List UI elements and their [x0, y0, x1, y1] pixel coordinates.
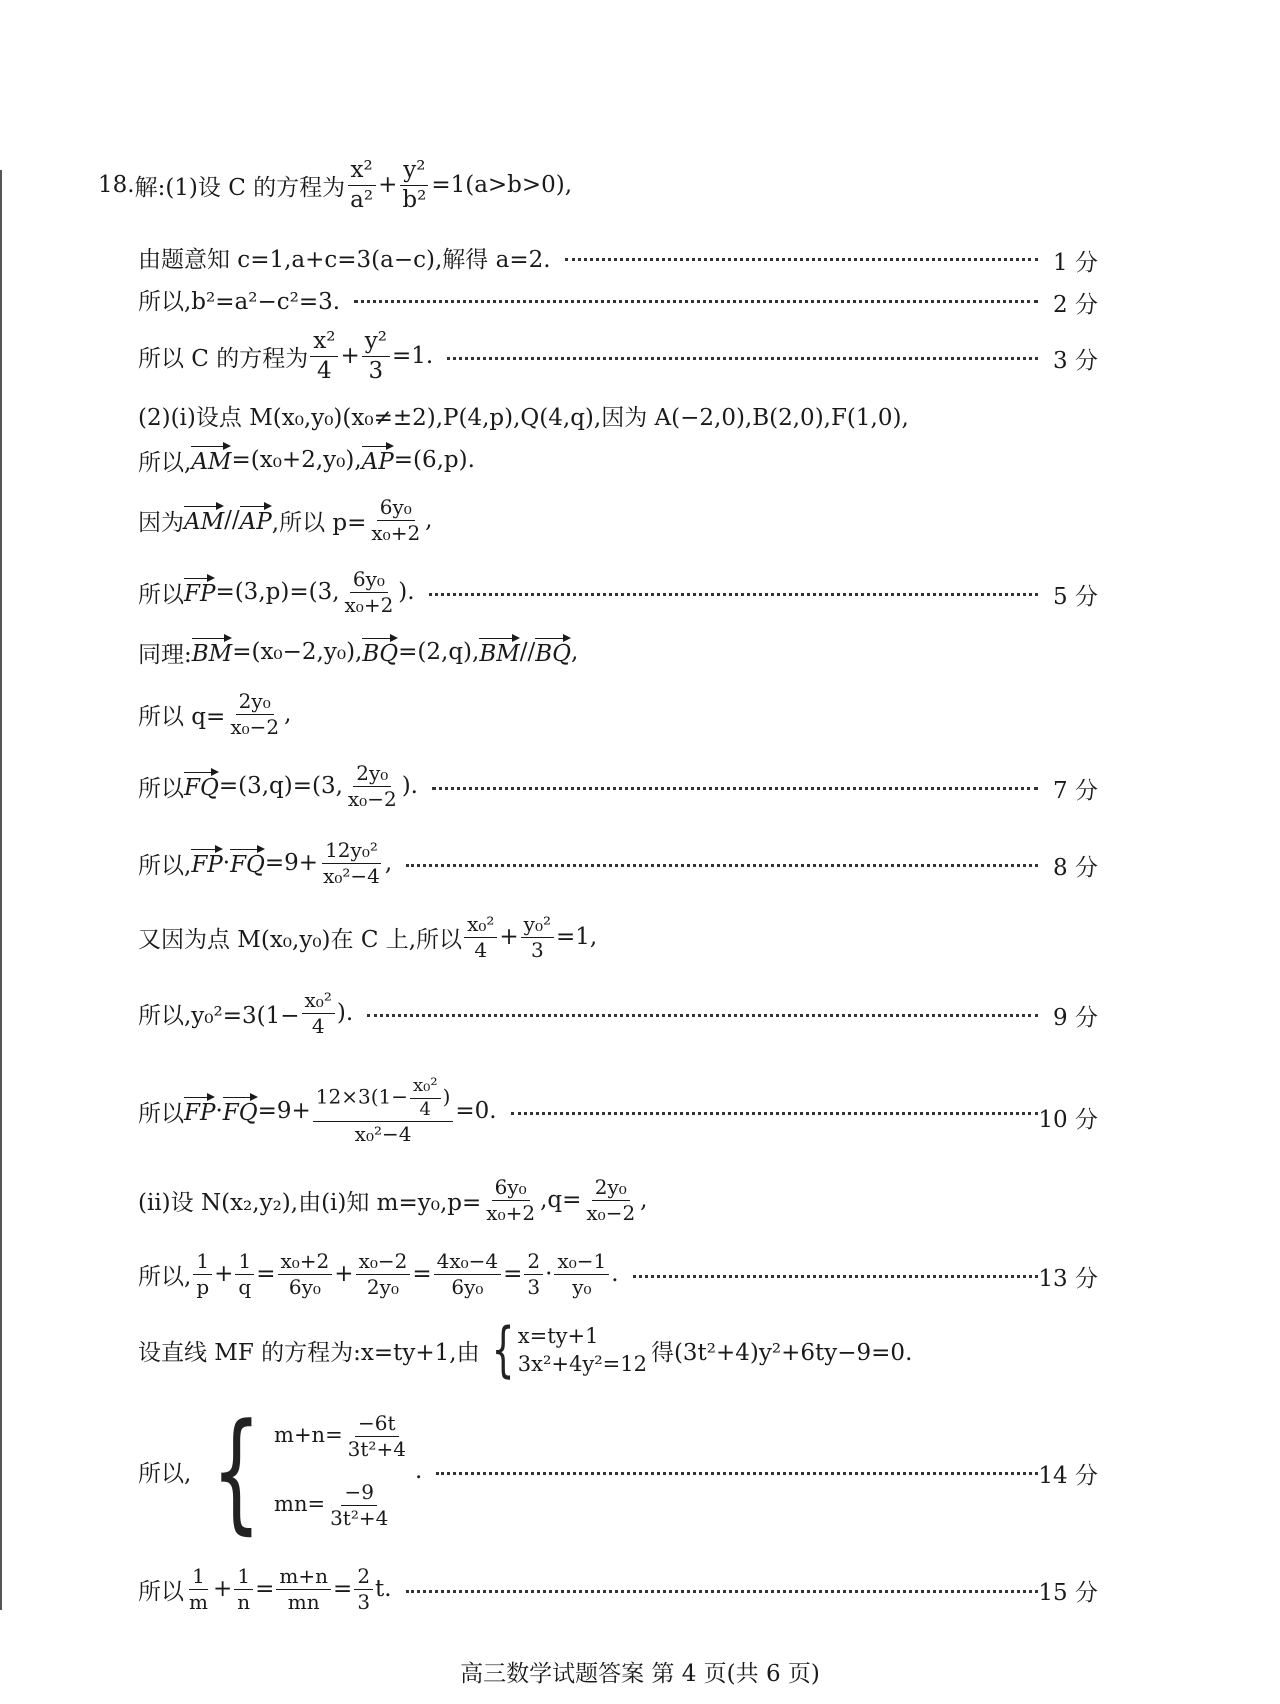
vector-AM: AM [191, 445, 231, 475]
dot-leader [406, 1590, 1038, 1593]
frac-2-3: $\frac{2}{3}$ [524, 1250, 543, 1299]
step-content: 又因为点 M(x₀,y₀)在 C 上,所以 $\frac{\text{x₀²}}{4}$ + $\frac{\text{y₀²}}{3}$ =1, [138, 911, 598, 962]
frac-1-p: $\frac{1}{p}$ [193, 1250, 212, 1299]
line-similarly [138, 632, 1052, 672]
frac-product: $\frac{-9}{\text{3t²+4}}$ [330, 1480, 389, 1530]
step-content: 所以 $\frac{1}{m}$ + $\frac{1}{n}$ = $\frac{m+n}{mn}$ = $\frac{2}{3}$ t. [138, 1563, 392, 1614]
frac-1-q: $\frac{1}{q}$ [235, 1250, 254, 1299]
frac-y2-3: $\frac{\text{y²}}{3}$ [362, 328, 390, 384]
score-label: 7 分 [1053, 778, 1098, 804]
vector-BQ: BQ [362, 637, 398, 667]
line-part2-ii [138, 1168, 1052, 1232]
score-label: 8 分 [1053, 855, 1098, 881]
frac-y2-b2: $\frac{\text{y²}}{\text{b²}}$ [399, 157, 429, 213]
frac-dot-product: $\frac{\text{12y₀²}}{\text{x₀²−4}}$ [323, 837, 380, 888]
vector-FP: FP [184, 577, 215, 607]
line-step-3 [138, 328, 1052, 384]
vector-FQ: FQ [223, 1096, 258, 1126]
frac-x0sq-4: $\frac{\text{x₀²}}{4}$ [410, 1076, 441, 1120]
frac-2-3: $\frac{2}{3}$ [354, 1565, 373, 1614]
step-content: 所以, { m+n= $\frac{-6t}{\text{3t²+4}}$ mn= $\frac{-9}{\text{3t²+4}}$ . [138, 1395, 423, 1547]
vector-FQ: FQ [184, 771, 219, 801]
frac-x0sq-4: $\frac{\text{x₀²}}{4}$ [464, 913, 497, 962]
line-step-1 [138, 240, 1052, 274]
score-label: 15 分 [1038, 1580, 1098, 1606]
score-label: 13 分 [1038, 1266, 1098, 1292]
dot-leader [354, 300, 1038, 303]
frac-p: $\frac{\text{6y₀}}{\text{x₀+2}}$ [344, 566, 394, 617]
step-content: 所以 FP =(3,p)=(3, $\frac{\text{6y₀}}{\text{x₀+2}}$ ). [138, 566, 415, 617]
step-content: 所以 C 的方程为 $\frac{\text{x²}}{4}$ + $\frac{\text{y²}}{3}$ =1. [138, 328, 434, 384]
step-content: 所以, $\frac{1}{p}$ + $\frac{1}{q}$ = $\frac{\text{x₀+2}}{\text{6y₀}}$ + $\frac{\text{x₀−2}}{\text{2y₀}}$ = $\frac{\text{4x₀−4}}{\text{6y₀}}$ = $\frac{2}{3}$ · $\frac{\text{x₀−1}}{\text{y₀}}$ . [138, 1248, 619, 1299]
score-label: 2 分 [1053, 292, 1098, 318]
vector-AM: AM [184, 505, 224, 535]
line-point-on-ellipse [138, 904, 1052, 970]
line-vieta [138, 1396, 1052, 1546]
frac-y0sq-3: $\frac{\text{y₀²}}{3}$ [521, 913, 554, 962]
line-final [138, 1556, 1052, 1622]
line-parallel-p [138, 488, 1052, 552]
frac-p: $\frac{\text{6y₀}}{\text{x₀+2}}$ [371, 494, 421, 545]
line-problem-intro [98, 157, 1052, 213]
frac-d: $\frac{\text{x₀−1}}{\text{y₀}}$ [554, 1250, 609, 1299]
frac-q: $\frac{\text{2y₀}}{\text{x₀−2}}$ [586, 1174, 636, 1225]
frac-x2-4: $\frac{\text{x²}}{4}$ [310, 328, 338, 384]
line-line-mf [138, 1312, 1052, 1388]
left-edge-line [0, 170, 2, 1610]
vector-AP: AP [362, 445, 394, 475]
step-text: 由题意知 c=1,a+c=3(a−c),解得 a=2. [138, 246, 551, 273]
score-label: 3 分 [1053, 348, 1098, 374]
frac-1-m: $\frac{1}{m}$ [189, 1563, 208, 1614]
vector-FQ: FQ [230, 848, 265, 878]
frac-q: $\frac{\text{2y₀}}{\text{x₀−2}}$ [230, 688, 280, 739]
step-content: 所以 q= $\frac{\text{2y₀}}{\text{x₀−2}}$ , [138, 688, 292, 739]
line-vector-fq [138, 754, 1052, 818]
step-content: 同理: BM =(x₀−2,y₀), BQ =(2,q), BM // BQ , [138, 639, 579, 668]
step-content: 所以, AM =(x₀+2,y₀), AP =(6,p). [138, 447, 475, 476]
dot-leader [436, 1472, 1038, 1475]
step-text: 所以,b²=a²−c²=3. [138, 288, 341, 315]
score-label: 14 分 [1038, 1463, 1098, 1489]
step-content: (ii)设 N(x₂,y₂),由(i)知 m=y₀,p= $\frac{\text{6y₀}}{\text{x₀+2}}$ ,q= $\frac{\text{2y₀}}{\text{x₀−2}}$ , [138, 1174, 648, 1225]
vector-FP: FP [191, 848, 222, 878]
dot-leader [633, 1275, 1038, 1278]
step-content: 所以, FP · FQ =9+ $\frac{\text{12y₀²}}{\text{x₀²−4}}$ , [138, 837, 393, 888]
step-content: 设直线 MF 的方程为:x=ty+1,由 { x=ty+1 3x²+4y²=12 得(3t²+4)y²+6ty−9=0. [138, 1315, 913, 1385]
score-label: 10 分 [1038, 1107, 1098, 1133]
vector-BM: BM [192, 637, 232, 667]
frac-a: $\frac{\text{x₀+2}}{\text{6y₀}}$ [278, 1250, 333, 1299]
line-vector-fp [138, 560, 1052, 624]
intro-content: 18. 解:(1)设 C 的方程为 $\frac{\text{x²}}{\text{a²}}$ + $\frac{\text{y²}}{\text{b²}}$ =1(a>b>0), [98, 157, 573, 213]
frac-c: $\frac{\text{4x₀−4}}{\text{6y₀}}$ [434, 1250, 502, 1299]
left-brace: { [211, 1395, 262, 1547]
line-step-2 [138, 282, 1052, 316]
dot-leader [367, 1014, 1038, 1017]
frac-compound: 12×3(1− $\frac{\text{x₀²}}{4}$ ) x₀²−4 [313, 1076, 454, 1146]
frac-m-plus-n-over-mn: $\frac{m+n}{mn}$ [276, 1565, 331, 1614]
frac-p: $\frac{\text{6y₀}}{\text{x₀+2}}$ [486, 1174, 536, 1225]
frac-x2-a2: $\frac{\text{x²}}{\text{a²}}$ [347, 157, 376, 213]
problem-number: 18. [98, 172, 135, 198]
vector-FP: FP [184, 1096, 215, 1126]
score-label: 1 分 [1053, 250, 1098, 276]
dot-leader [447, 357, 1038, 360]
step-text: (2)(i)设点 M(x₀,y₀)(x₀≠±2),P(4,p),Q(4,q),因为 A(−2,0),B(2,0),F(1,0), [138, 404, 909, 431]
dot-leader [565, 258, 1038, 261]
frac-sum: $\frac{-6t}{\text{3t²+4}}$ [347, 1411, 406, 1461]
frac-b: $\frac{\text{x₀−2}}{\text{2y₀}}$ [356, 1250, 411, 1299]
dot-leader [406, 864, 1038, 867]
step-content: 所以,y₀²=3(1− $\frac{\text{x₀²}}{4}$ ). [138, 987, 354, 1038]
line-dot-product [138, 830, 1052, 896]
page-footer: 高三数学试题答案 第 4 页(共 6 页) [460, 1661, 820, 1687]
dot-leader [432, 787, 1038, 790]
line-reciprocal-sum [138, 1242, 1052, 1306]
equation-system-1: { x=ty+1 3x²+4y²=12 [491, 1315, 647, 1385]
step-content: 因为 AM // AP ,所以 p= $\frac{\text{6y₀}}{\text{x₀+2}}$ , [138, 494, 433, 545]
vector-BM: BM [479, 637, 519, 667]
left-brace: { [491, 1315, 515, 1385]
line-vectors-am-ap [138, 440, 1052, 480]
line-q-value [138, 682, 1052, 746]
score-label: 5 分 [1053, 584, 1098, 610]
vector-AP: AP [240, 505, 272, 535]
line-dot-product-zero [138, 1056, 1052, 1166]
frac-x0sq-4: $\frac{\text{x₀²}}{4}$ [302, 989, 335, 1038]
vector-BQ: BQ [535, 637, 571, 667]
equation-system-2: { m+n= $\frac{-6t}{\text{3t²+4}}$ mn= $\frac{-9}{\text{3t²+4}}$ [195, 1406, 411, 1536]
frac-q: $\frac{\text{2y₀}}{\text{x₀−2}}$ [347, 760, 397, 811]
line-part2-setup [138, 398, 1052, 432]
dot-leader [511, 1112, 1038, 1115]
frac-1-n: $\frac{1}{n}$ [234, 1565, 253, 1614]
intro-text: 解:(1)设 C 的方程为 [134, 174, 346, 201]
line-y0-squared [138, 980, 1052, 1046]
dot-leader [429, 593, 1038, 596]
score-label: 9 分 [1053, 1005, 1098, 1031]
step-content: 所以 FQ =(3,q)=(3, $\frac{\text{2y₀}}{\text{x₀−2}}$ ). [138, 760, 418, 811]
step-content: 所以 FP · FQ =9+ 12×3(1− $\frac{\text{x₀²}}{4}$ ) x₀²−4 =0. [138, 1074, 497, 1147]
